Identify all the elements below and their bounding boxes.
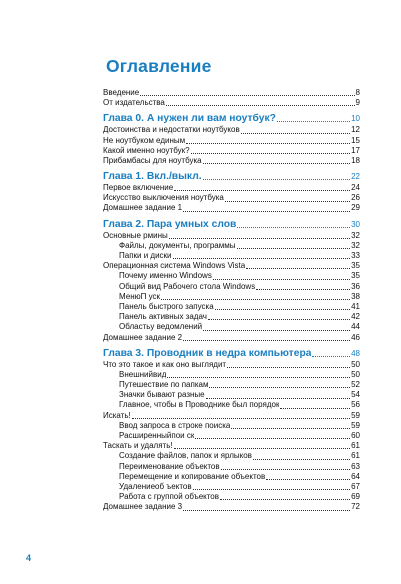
- toc-entry-page: 67: [351, 481, 360, 491]
- toc-entry[interactable]: [103, 302, 360, 312]
- toc-entry-page: 50: [351, 369, 360, 379]
- toc-entry-page: 32: [351, 240, 360, 250]
- dot-leader: [173, 258, 351, 259]
- toc-entry-title: Искусство выключения ноутбука: [103, 193, 224, 203]
- toc-entry-page: 61: [351, 441, 360, 451]
- toc-entry[interactable]: [103, 322, 360, 332]
- toc-entry-title: Домашнее задание 3: [103, 502, 183, 512]
- toc-entry-title: Глава 2. Пара умных слов: [103, 218, 237, 230]
- toc-entry-title: МенюП уск: [119, 291, 161, 301]
- toc-entry-title: Почему именно Windows: [119, 271, 212, 281]
- page-number: 4: [26, 553, 32, 563]
- toc-entry-title: Создание файлов, папок и ярлыков: [119, 451, 252, 461]
- toc-entry[interactable]: [103, 136, 360, 146]
- toc-entry[interactable]: [103, 333, 360, 343]
- dot-leader: [183, 211, 350, 212]
- dot-leader: [312, 356, 350, 357]
- toc-section: [103, 112, 360, 166]
- toc-entry-page: 48: [351, 348, 360, 358]
- dot-leader: [280, 408, 350, 409]
- toc-entry-page: 72: [351, 502, 360, 512]
- toc-section: [103, 218, 360, 343]
- toc-entry[interactable]: [103, 451, 360, 461]
- toc-entry-title: Ввод запроса в строке поиска: [119, 420, 231, 430]
- toc-entry[interactable]: [103, 482, 360, 492]
- dot-leader: [193, 489, 351, 490]
- toc-entry[interactable]: [103, 193, 360, 203]
- toc-entry-title: Искать!: [103, 410, 131, 420]
- toc-entry[interactable]: [103, 502, 360, 512]
- toc-entry-page: 8: [355, 87, 360, 97]
- toc-entry[interactable]: [103, 462, 360, 472]
- toc-entry-page: 38: [351, 291, 360, 301]
- dot-leader: [191, 153, 351, 154]
- dot-leader: [208, 319, 350, 320]
- dot-leader: [183, 340, 350, 341]
- dot-leader: [166, 105, 355, 106]
- toc-entry-title: Достоинства и недостатки ноутбуков: [103, 125, 240, 135]
- toc-entry-page: 42: [351, 312, 360, 322]
- dot-leader: [203, 163, 350, 164]
- toc-entry[interactable]: [103, 251, 360, 261]
- toc-entry-page: 12: [351, 125, 360, 135]
- toc-entry[interactable]: [103, 241, 360, 251]
- toc-entry[interactable]: [103, 125, 360, 135]
- dot-leader: [161, 299, 350, 300]
- toc-entry-title: Путешествие по папкам: [119, 380, 209, 390]
- toc-entry-title: Общий вид Рабочего стола Windows: [119, 281, 256, 291]
- toc-entry-title: Первое включение: [103, 183, 174, 193]
- toc-entry-page: 54: [351, 390, 360, 400]
- toc-chapter-entry[interactable]: [103, 112, 360, 125]
- toc-entry-page: 64: [351, 471, 360, 481]
- toc-entry-title: Значки бывают разные: [119, 390, 205, 400]
- toc-entry-title: Внешнийвид: [119, 369, 167, 379]
- toc-section: [103, 88, 360, 108]
- toc-entry-title: Таскать и удалять!: [103, 441, 173, 451]
- toc-entry-title: Работа с группой объектов: [119, 492, 220, 502]
- toc-entry[interactable]: [103, 98, 360, 108]
- dot-leader: [132, 418, 350, 419]
- toc-entry-page: 33: [351, 251, 360, 261]
- toc-entry-title: Глава 0. А нужен ли вам ноутбук?: [103, 113, 276, 125]
- toc-entry-page: 18: [351, 155, 360, 165]
- toc-entry[interactable]: [103, 492, 360, 502]
- dot-leader: [174, 448, 351, 449]
- toc-entry-title: Какой именно ноутбук?: [103, 145, 190, 155]
- toc-entry-page: 24: [351, 183, 360, 193]
- toc-entry[interactable]: [103, 183, 360, 193]
- toc-entry[interactable]: [103, 88, 360, 98]
- toc-entry-page: 63: [351, 461, 360, 471]
- toc-entry-title: Глава 3. Проводник в недра компьютера: [103, 347, 312, 359]
- toc-entry-title: Областьу ведомлений: [119, 322, 203, 332]
- toc-chapter-entry[interactable]: [103, 170, 360, 183]
- toc-entry-page: 35: [351, 261, 360, 271]
- toc-entry-page: 32: [351, 230, 360, 240]
- toc-entry[interactable]: [103, 312, 360, 322]
- dot-leader: [167, 377, 350, 378]
- toc-entry-title: Основные рмины: [103, 230, 168, 240]
- toc-entry-page: 60: [351, 431, 360, 441]
- toc-entry-title: Глава 1. Вкл./выкл.: [103, 171, 202, 183]
- toc-entry[interactable]: [103, 261, 360, 271]
- dot-leader: [183, 510, 350, 511]
- toc-entry-title: Введение: [103, 87, 140, 97]
- toc-entry-title: Домашнее задание 1: [103, 203, 183, 213]
- toc-entry-title: Главное, чтобы в Проводнике был порядок: [119, 400, 280, 410]
- dot-leader: [266, 479, 350, 480]
- page-title: Оглавление: [106, 56, 212, 76]
- toc-entry-page: 69: [351, 492, 360, 502]
- dot-leader: [213, 279, 350, 280]
- dot-leader: [241, 133, 350, 134]
- toc-entry-page: 22: [351, 172, 360, 182]
- toc-entry-title: Домашнее задание 2: [103, 332, 183, 342]
- toc-entry[interactable]: [103, 156, 360, 166]
- dot-leader: [209, 387, 350, 388]
- dot-leader: [215, 309, 350, 310]
- toc-entry-page: 36: [351, 281, 360, 291]
- toc-entry-title: Перемещение и копирование объектов: [119, 471, 266, 481]
- toc-entry-page: 17: [351, 145, 360, 155]
- dot-leader: [231, 428, 350, 429]
- toc-entry-title: Панель активных задач: [119, 312, 207, 322]
- table-of-contents: [103, 88, 360, 517]
- toc-entry-page: 41: [351, 301, 360, 311]
- dot-leader: [221, 469, 350, 470]
- toc-entry[interactable]: [103, 204, 360, 214]
- toc-entry[interactable]: [103, 421, 360, 431]
- dot-leader: [206, 398, 350, 399]
- toc-entry-page: 29: [351, 203, 360, 213]
- toc-entry[interactable]: [103, 292, 360, 302]
- toc-entry-page: 59: [351, 410, 360, 420]
- toc-entry-title: Переименование объектов: [119, 461, 220, 471]
- toc-entry-page: 30: [351, 219, 360, 229]
- toc-entry-title: Папки и диски: [119, 251, 172, 261]
- toc-entry-title: Прибамбасы для ноутбука: [103, 155, 202, 165]
- dot-leader: [174, 190, 350, 191]
- toc-entry[interactable]: [103, 146, 360, 156]
- toc-entry[interactable]: [103, 390, 360, 400]
- toc-entry-page: 46: [351, 332, 360, 342]
- dot-leader: [203, 179, 350, 180]
- dot-leader: [227, 367, 350, 368]
- toc-entry-page: 59: [351, 420, 360, 430]
- toc-entry-page: 10: [351, 114, 360, 124]
- toc-entry-page: 26: [351, 193, 360, 203]
- toc-entry-title: Файлы, документы, программы: [119, 240, 236, 250]
- toc-entry-title: Что это такое и как оно выглядит: [103, 359, 227, 369]
- toc-entry-title: От издательства: [103, 98, 165, 108]
- toc-entry[interactable]: [103, 370, 360, 380]
- dot-leader: [169, 238, 350, 239]
- dot-leader: [237, 248, 351, 249]
- dot-leader: [203, 330, 350, 331]
- toc-chapter-entry[interactable]: [103, 347, 360, 360]
- toc-entry[interactable]: [103, 411, 360, 421]
- toc-entry[interactable]: [103, 441, 360, 451]
- toc-entry-page: 15: [351, 135, 360, 145]
- dot-leader: [186, 143, 350, 144]
- toc-entry-page: 35: [351, 271, 360, 281]
- dot-leader: [246, 268, 350, 269]
- toc-entry-page: 52: [351, 380, 360, 390]
- toc-section: [103, 347, 360, 513]
- toc-entry-title: Операционная система Windows Vista: [103, 261, 246, 271]
- toc-entry[interactable]: [103, 401, 360, 411]
- toc-entry-title: Не ноутбуком единым: [103, 135, 186, 145]
- dot-leader: [195, 438, 350, 439]
- toc-entry[interactable]: [103, 282, 360, 292]
- toc-entry-page: 61: [351, 451, 360, 461]
- dot-leader: [237, 227, 350, 228]
- toc-entry[interactable]: [103, 380, 360, 390]
- toc-entry[interactable]: [103, 271, 360, 281]
- dot-leader: [225, 201, 350, 202]
- toc-entry[interactable]: [103, 360, 360, 370]
- dot-leader: [253, 459, 350, 460]
- toc-entry-page: 44: [351, 322, 360, 332]
- toc-entry-title: Удалениеоб ъектов: [119, 481, 192, 491]
- toc-entry-page: 50: [351, 359, 360, 369]
- dot-leader: [256, 289, 350, 290]
- toc-entry[interactable]: [103, 431, 360, 441]
- toc-entry-title: Панель быстрого запуска: [119, 301, 214, 311]
- toc-chapter-entry[interactable]: [103, 218, 360, 231]
- dot-leader: [277, 121, 350, 122]
- toc-entry[interactable]: [103, 231, 360, 241]
- dot-leader: [220, 499, 350, 500]
- toc-entry-title: Расширенныйпои ск: [119, 431, 195, 441]
- dot-leader: [140, 95, 354, 96]
- toc-entry-page: 56: [351, 400, 360, 410]
- toc-entry[interactable]: [103, 472, 360, 482]
- toc-entry-page: 9: [355, 98, 360, 108]
- toc-section: [103, 170, 360, 214]
